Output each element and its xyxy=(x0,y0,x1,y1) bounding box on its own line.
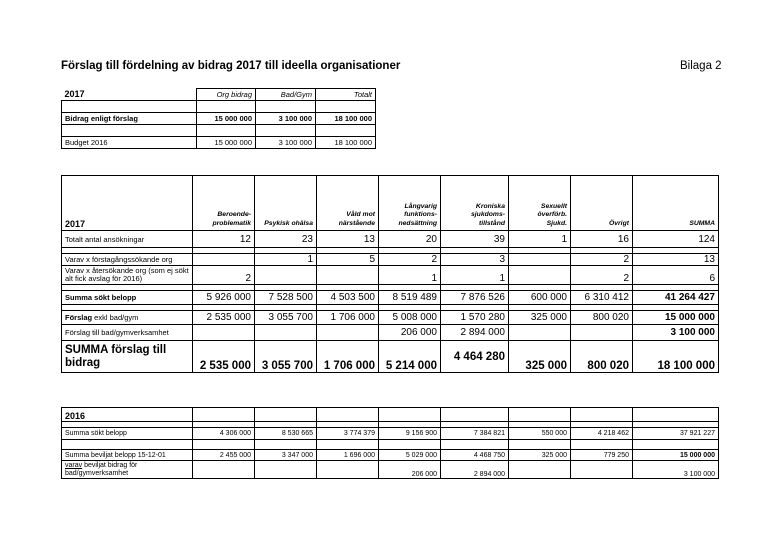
empty-cell xyxy=(255,408,317,422)
row-label: Summa sökt belopp xyxy=(62,428,193,440)
cell: 15 000 000 xyxy=(633,450,719,461)
appendix-label: Bilaga 2 xyxy=(680,60,722,72)
cell: 1 570 280 xyxy=(441,311,509,325)
cell: 4 218 462 xyxy=(571,428,633,440)
row-label: Varav x återsökande org (som ej sökt alt fick avslag för 2016) xyxy=(62,266,193,285)
spacer-cell xyxy=(441,440,509,450)
col-header: Sexuellt överförb. Sjukd. xyxy=(509,176,571,231)
empty-cell xyxy=(509,408,571,422)
cell: 23 xyxy=(255,231,317,248)
cell xyxy=(193,461,255,479)
col-header: Beroende- problematik xyxy=(193,176,255,231)
cell xyxy=(571,325,633,341)
col-header: Långvarig funktions- nedsättning xyxy=(379,176,441,231)
row-label: Förslag till bad/gymverksamhet xyxy=(62,325,193,341)
cell xyxy=(509,266,571,285)
col-header: Våld mot närstående xyxy=(317,176,379,231)
empty-cell xyxy=(62,101,197,113)
cell: 7 528 500 xyxy=(255,291,317,305)
cell: 9 156 900 xyxy=(379,428,441,440)
cell: 3 055 700 xyxy=(255,311,317,325)
sum-cell: 5 214 000 xyxy=(379,341,441,373)
spacer-cell xyxy=(509,440,571,450)
row-label xyxy=(62,461,193,479)
row-label: Summa beviljat belopp 15-12-01 xyxy=(62,450,193,461)
spacer-cell xyxy=(62,440,193,450)
cell: 13 xyxy=(633,254,719,266)
cell: 20 xyxy=(379,231,441,248)
row-label: Varav x förstagångssökande org xyxy=(62,254,193,266)
cell xyxy=(317,461,379,479)
cell: 7 384 821 xyxy=(441,428,509,440)
cell: 2 xyxy=(571,266,633,285)
col-header: Kroniska sjukdoms- tillstånd xyxy=(441,176,509,231)
cell xyxy=(255,325,317,341)
empty-cell xyxy=(441,408,509,422)
cell: 3 347 000 xyxy=(255,450,317,461)
cell: 3 xyxy=(441,254,509,266)
cell: 4 306 000 xyxy=(193,428,255,440)
spacer-cell xyxy=(255,440,317,450)
sum-cell: 18 100 000 xyxy=(633,341,719,373)
table-2016-year: 2016 xyxy=(62,408,193,422)
cell xyxy=(255,266,317,285)
cell: 5 926 000 xyxy=(193,291,255,305)
main-table-2017 xyxy=(61,175,719,373)
row-label: Totalt antal ansökningar xyxy=(62,231,193,248)
cell: 600 000 xyxy=(509,291,571,305)
col-org-bidrag: Org bidrag xyxy=(197,89,256,101)
empty-cell xyxy=(317,408,379,422)
spacer-cell xyxy=(379,440,441,450)
summary-table xyxy=(61,88,376,149)
cell: 1 xyxy=(509,231,571,248)
cell: 2 455 000 xyxy=(193,450,255,461)
cell: 1 696 000 xyxy=(317,450,379,461)
summary-year: 2017 xyxy=(62,89,197,101)
table-2016 xyxy=(61,407,719,479)
cell: 3 100 000 xyxy=(633,461,719,479)
cell: 18 100 000 xyxy=(316,113,376,125)
cell: 325 000 xyxy=(509,450,571,461)
empty-cell xyxy=(379,408,441,422)
cell: 206 000 xyxy=(379,461,441,479)
cell: 8 519 489 xyxy=(379,291,441,305)
cell: 1 706 000 xyxy=(317,311,379,325)
spacer-cell xyxy=(571,440,633,450)
cell: 550 000 xyxy=(509,428,571,440)
row-label: Bidrag enligt förslag xyxy=(62,113,197,125)
cell: 2 535 000 xyxy=(193,311,255,325)
cell: 3 100 000 xyxy=(256,137,316,149)
cell: 15 000 000 xyxy=(197,137,256,149)
spacer-cell xyxy=(193,440,255,450)
cell: 2 894 000 xyxy=(441,325,509,341)
sum-cell: 325 000 xyxy=(509,341,571,373)
cell xyxy=(255,461,317,479)
cell: 13 xyxy=(317,231,379,248)
cell: 5 xyxy=(317,254,379,266)
row-label: Summa sökt belopp xyxy=(62,291,193,305)
cell xyxy=(509,254,571,266)
empty-cell xyxy=(571,408,633,422)
cell: 5 029 000 xyxy=(379,450,441,461)
cell: 1 xyxy=(255,254,317,266)
sum-cell: 3 055 700 xyxy=(255,341,317,373)
cell xyxy=(317,325,379,341)
cell xyxy=(193,254,255,266)
cell: 8 530 665 xyxy=(255,428,317,440)
empty-cell xyxy=(316,101,376,113)
cell: 206 000 xyxy=(379,325,441,341)
cell: 3 774 379 xyxy=(317,428,379,440)
cell: 2 xyxy=(193,266,255,285)
empty-cell xyxy=(193,408,255,422)
cell: 16 xyxy=(571,231,633,248)
cell xyxy=(509,461,571,479)
spacer-cell xyxy=(62,125,197,137)
cell: 325 000 xyxy=(509,311,571,325)
row-label xyxy=(62,311,193,325)
col-totalt: Totalt xyxy=(316,89,376,101)
col-bad-gym: Bad/Gym xyxy=(256,89,316,101)
sum-row-label: SUMMA förslag till bidrag xyxy=(62,341,193,373)
sum-cell: 800 020 xyxy=(571,341,633,373)
col-header: SUMMA xyxy=(633,176,719,231)
cell: 3 100 000 xyxy=(256,113,316,125)
cell: 779 250 xyxy=(571,450,633,461)
spacer-cell xyxy=(317,440,379,450)
col-header: Psykisk ohälsa xyxy=(255,176,317,231)
sum-cell: 4 464 280 xyxy=(441,341,509,373)
row-label-rest: beviljat bidrag för bad/gymverksamhet xyxy=(65,461,138,477)
cell: 124 xyxy=(633,231,719,248)
cell xyxy=(571,461,633,479)
cell: 4 503 500 xyxy=(317,291,379,305)
main-year: 2017 xyxy=(62,176,193,231)
empty-cell xyxy=(256,101,316,113)
row-label: Budget 2016 xyxy=(62,137,197,149)
page-title: Förslag till fördelning av bidrag 2017 till ideella organisationer xyxy=(61,60,401,72)
empty-cell xyxy=(197,101,256,113)
sum-cell: 1 706 000 xyxy=(317,341,379,373)
cell: 41 264 427 xyxy=(633,291,719,305)
empty-cell xyxy=(197,125,256,137)
cell: 2 xyxy=(571,254,633,266)
cell: 7 876 526 xyxy=(441,291,509,305)
cell: 3 100 000 xyxy=(633,325,719,341)
cell: 6 310 412 xyxy=(571,291,633,305)
empty-cell xyxy=(256,125,316,137)
cell: 6 xyxy=(633,266,719,285)
cell xyxy=(317,266,379,285)
cell: 5 008 000 xyxy=(379,311,441,325)
cell: 15 000 000 xyxy=(633,311,719,325)
cell xyxy=(193,325,255,341)
cell: 39 xyxy=(441,231,509,248)
col-header: Övrigt xyxy=(571,176,633,231)
row-label-underline: varav xyxy=(65,461,83,469)
cell: 15 000 000 xyxy=(197,113,256,125)
cell: 12 xyxy=(193,231,255,248)
row-label-bold: Förslag xyxy=(65,313,93,322)
empty-cell xyxy=(633,408,719,422)
sum-cell: 2 535 000 xyxy=(193,341,255,373)
row-label-rest: exkl bad/gym xyxy=(92,313,139,322)
cell: 2 xyxy=(379,254,441,266)
cell xyxy=(509,325,571,341)
cell: 1 xyxy=(379,266,441,285)
cell: 18 100 000 xyxy=(316,137,376,149)
cell: 1 xyxy=(441,266,509,285)
cell: 37 921 227 xyxy=(633,428,719,440)
cell: 800 020 xyxy=(571,311,633,325)
spacer-cell xyxy=(633,440,719,450)
empty-cell xyxy=(316,125,376,137)
cell: 2 894 000 xyxy=(441,461,509,479)
cell: 4 468 750 xyxy=(441,450,509,461)
